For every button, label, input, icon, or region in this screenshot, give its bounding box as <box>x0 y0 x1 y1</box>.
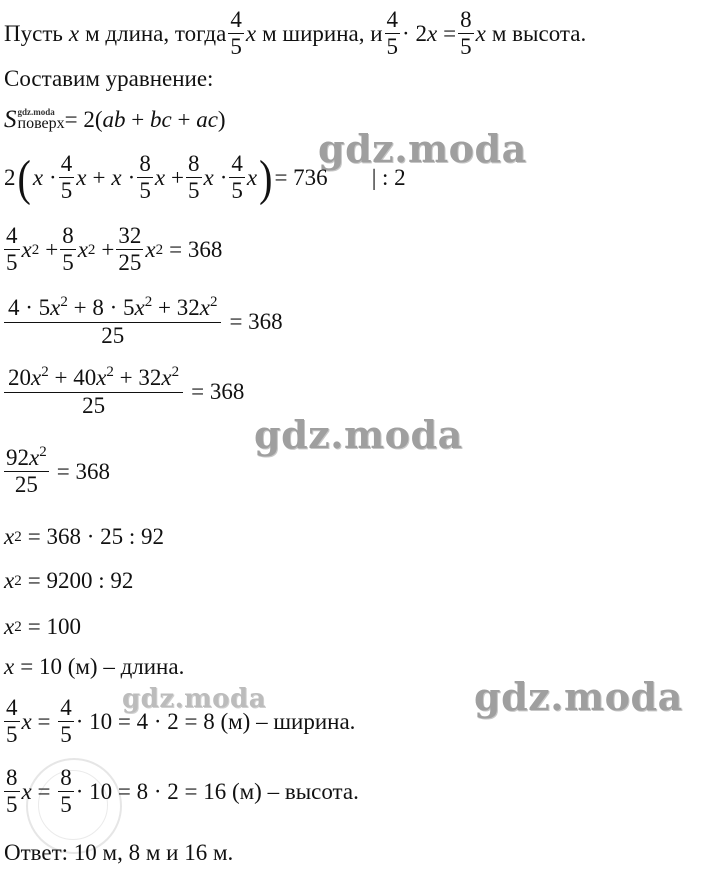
rhs: = 368 <box>56 458 110 484</box>
rhs: = 368 · 25 : 92 <box>27 524 164 549</box>
rhs: = 9200 : 92 <box>27 568 134 593</box>
fraction: $\frac{4}{5}$ <box>230 7 242 60</box>
text: = 2( <box>64 107 103 132</box>
fraction: $\frac{4 \cdot 5x^2 + 8 \cdot 5x^2 + 32x^2}{25}$ <box>4 296 221 348</box>
coefficient: 2 <box>4 164 16 190</box>
subscript <box>18 108 65 132</box>
line-equation-5 <box>4 446 110 497</box>
line-surface-formula: S gdz.moda поверх = 2( ab + bc + ac ) <box>4 106 226 133</box>
line-width: $\frac{4}{5}$ x = $\frac{4}{5}$ · 10 = 4 · 2 = 8 (м) – ширина. <box>6 695 356 748</box>
watermark-4: gdz.moda <box>122 684 267 714</box>
fraction: $\frac{32}{25}$ <box>118 223 142 276</box>
line-x-squared-2: x 2 = 9200 : 92 <box>4 568 134 593</box>
fraction: $\frac{8}{5}$ <box>139 151 151 204</box>
line-answer <box>4 840 233 866</box>
var-x: x <box>245 20 257 46</box>
fraction: $\frac{8}{5}$ <box>460 7 472 60</box>
line-equation-4 <box>4 366 244 418</box>
var-x: x <box>68 20 80 46</box>
fraction: $\frac{92x^2}{25}$ <box>6 444 47 498</box>
rhs: = 10 (м) – длина. <box>20 654 185 679</box>
line-x-squared-3: x 2 = 100 <box>4 614 81 639</box>
rhs: = 368 <box>229 309 283 335</box>
rhs: · 10 = 4 · 2 = 8 (м) – ширина. <box>75 708 356 734</box>
fraction: $\frac{4}{5}$ <box>386 7 399 60</box>
equals: = <box>443 20 457 46</box>
line-length: x = 10 (м) – длина. <box>4 654 185 679</box>
line-equation-sum: 2 ( x · $\frac{4}{5}$ x + x · $\frac{8}{5}$ x + $\frac{8}{5}$ x · $\frac{4}{5}$ x ) = 736 | : 2 <box>4 148 406 206</box>
rhs: · 10 = 8 · 2 = 16 (м) – высота. <box>75 778 359 804</box>
text: · 2 <box>402 20 427 46</box>
text: м ширина, и <box>262 20 383 46</box>
subscript-watermark: gdz.moda <box>17 107 55 117</box>
heading-text: Составим уравнение: <box>4 66 214 91</box>
rhs: = 368 <box>169 236 223 262</box>
text: м высота. <box>491 20 587 46</box>
rhs: = 100 <box>27 614 81 639</box>
rhs: = 368 <box>191 379 245 405</box>
line-definitions <box>4 8 586 59</box>
var-x: x <box>426 20 438 46</box>
watermark-1: gdz.moda <box>318 126 527 171</box>
rhs: = 736 <box>274 164 328 190</box>
watermark-2: gdz.moda <box>254 412 463 457</box>
text: Пусть <box>4 20 63 46</box>
line-equation-3 <box>4 296 283 348</box>
fraction: $\frac{4}{5}$ <box>60 151 73 204</box>
fraction: $\frac{4}{5}$ <box>6 695 18 748</box>
text: м длина, тогда <box>85 20 227 46</box>
line-heading <box>4 66 213 92</box>
fraction: $\frac{4}{5}$ <box>231 151 243 204</box>
left-paren: ( <box>17 148 31 206</box>
fraction: $\frac{4}{5}$ <box>60 695 72 748</box>
fraction: $\frac{8}{5}$ <box>6 765 18 818</box>
answer-text: Ответ: 10 м, 8 м и 16 м. <box>4 840 234 865</box>
line-equation-2: $\frac{4}{5}$ x 2 + $\frac{8}{5}$ x 2 + $\frac{32}{25}$ x 2 = 368 <box>6 223 223 276</box>
line-height: $\frac{8}{5}$ x = $\frac{8}{5}$ · 10 = 8 · 2 = 16 (м) – высота. <box>6 765 359 818</box>
fraction: $\frac{8}{5}$ <box>60 765 72 818</box>
fraction: $\frac{20x^2 + 40x^2 + 32x^2}{25}$ <box>4 366 183 418</box>
subscript-label: поверх <box>17 115 65 132</box>
watermark-3: gdz.moda <box>474 674 683 719</box>
var-x: x <box>475 20 486 46</box>
var-s: S <box>4 106 17 133</box>
right-paren: ) <box>259 148 273 206</box>
divide-note: | : 2 <box>371 164 406 190</box>
fraction: $\frac{8}{5}$ <box>188 151 200 204</box>
fraction: $\frac{4}{5}$ <box>6 223 18 276</box>
line-x-squared-1: x 2 = 368 · 25 : 92 <box>4 524 164 549</box>
fraction: $\frac{8}{5}$ <box>62 223 74 276</box>
